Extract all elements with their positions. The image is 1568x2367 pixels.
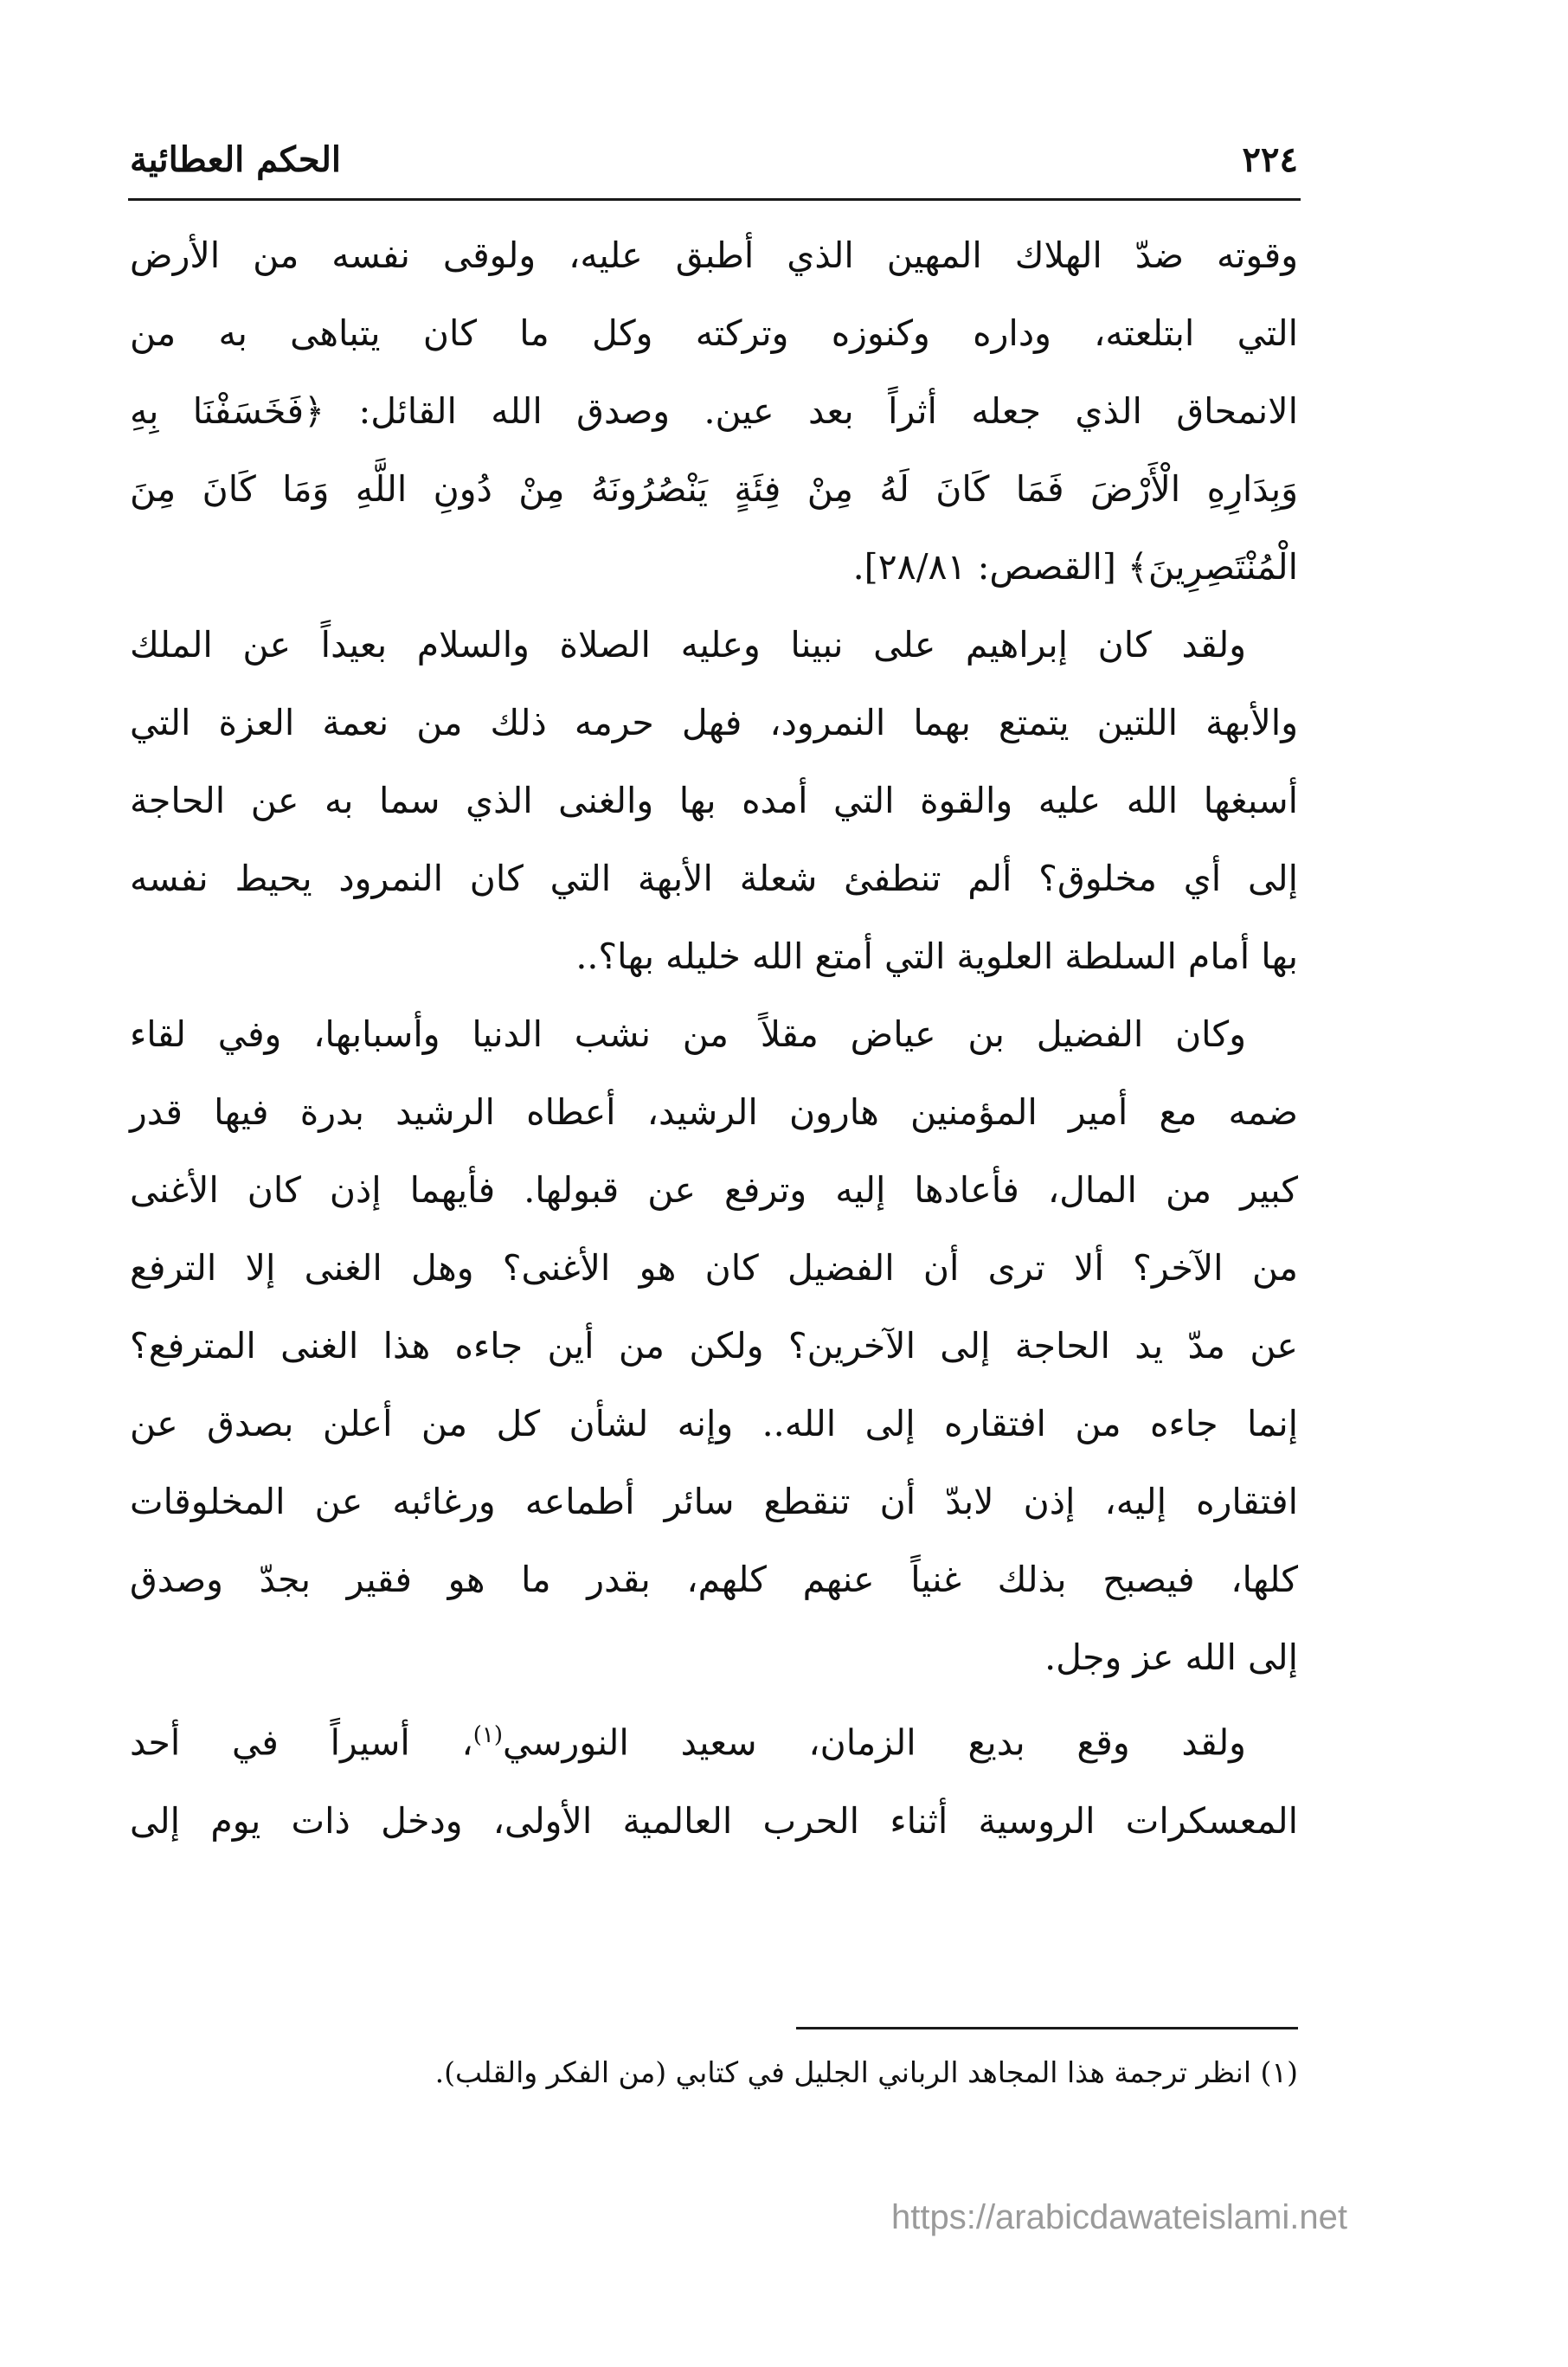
footnote-marker[interactable]: (١): [472, 1722, 504, 1748]
paragraph-2: [130, 606, 1298, 995]
text-line: إلى أي مخلوق؟ ألم تنطفئ شعلة الأبهة التي كان النمرود يحيط نفسه: [130, 858, 1298, 899]
text-line: [130, 1696, 1298, 1782]
text-line: إلى الله عز وجل.: [1044, 1637, 1298, 1678]
text-line: وكان الفضيل بن عياض مقلاً من نشب الدنيا وأسبابها، وفي لقاء: [130, 1013, 1246, 1055]
paragraph-3: [130, 995, 1298, 1696]
text-line: إنما جاءه من افتقاره إلى الله.. وإنه لشأن كل من أعلن بصدق عن: [130, 1403, 1298, 1444]
text-line: الانمحاق الذي جعله أثراً بعد عين. وصدق الله القائل: ﴿فَخَسَفْنَا بِهِ: [130, 390, 1298, 432]
paragraph-1: [130, 216, 1298, 606]
text-line: وَبِدَارِهِ الْأَرْضَ فَمَا كَانَ لَهُ مِنْ فِئَةٍ يَنْصُرُونَهُ مِنْ دُونِ اللَّهِ وَمَا كَانَ مِنَ: [130, 468, 1298, 510]
paragraph-4: [130, 1696, 1298, 1860]
page-header: [130, 130, 1298, 190]
body-text: [130, 216, 1298, 1860]
text-line: ضمه مع أمير المؤمنين هارون الرشيد، أعطاه الرشيد بدرة فيها قدر: [130, 1091, 1298, 1133]
text-line: ولقد كان إبراهيم على نبينا وعليه الصلاة والسلام بعيداً عن الملك: [130, 624, 1246, 666]
text-line: كبير من المال، فأعادها إليه وترفع عن قبولها. فأيهما إذن كان الأغنى: [130, 1169, 1298, 1211]
footnote: (١) انظر ترجمة هذا المجاهد الرباني الجليل في كتابي (من الفكر والقلب).: [434, 2055, 1298, 2089]
text-line: أسبغها الله عليه والقوة التي أمده بها والغنى الذي سما به عن الحاجة: [130, 780, 1298, 821]
text-line: الْمُنْتَصِرِينَ﴾ [القصص: ٢٨/٨١].: [852, 546, 1298, 588]
running-title: الحكم العطائية: [130, 139, 342, 180]
footnote-rule: [796, 2027, 1298, 2029]
text-segment: ولقد وقع بديع الزمان، سعيد النورسي: [503, 1721, 1246, 1764]
text-line: كلها، فيصبح بذلك غنياً عنهم كلهم، بقدر ما هو فقير بجدّ وصدق: [130, 1559, 1298, 1600]
watermark-url: https://arabicdawateislami.net: [891, 2198, 1347, 2236]
header-rule: [128, 198, 1301, 201]
text-line: وقوته ضدّ الهلاك المهين الذي أطبق عليه، ولوقى نفسه من الأرض: [130, 235, 1298, 276]
text-segment: ، أسيراً في أحد: [130, 1721, 473, 1764]
text-line: المعسكرات الروسية أثناء الحرب العالمية الأولى، ودخل ذات يوم إلى: [130, 1799, 1298, 1842]
text-line: افتقاره إليه، إذن لابدّ أن تنقطع سائر أطماعه ورغائبه عن المخلوقات: [130, 1481, 1298, 1522]
text-line: التي ابتلعته، وداره وكنوزه وتركته وكل ما كان يتباهى به من: [130, 312, 1298, 354]
page-number: ٢٢٤: [1242, 139, 1298, 180]
text-line: والأبهة اللتين يتمتع بهما النمرود، فهل حرمه ذلك من نعمة العزة التي: [130, 702, 1298, 743]
text-line: من الآخر؟ ألا ترى أن الفضيل كان هو الأغنى؟ وهل الغنى إلا الترفع: [130, 1247, 1298, 1289]
text-line: بها أمام السلطة العلوية التي أمتع الله خليله بها؟..: [575, 936, 1298, 977]
text-line: عن مدّ يد الحاجة إلى الآخرين؟ ولكن من أين جاءه هذا الغنى المترفع؟: [130, 1325, 1298, 1367]
